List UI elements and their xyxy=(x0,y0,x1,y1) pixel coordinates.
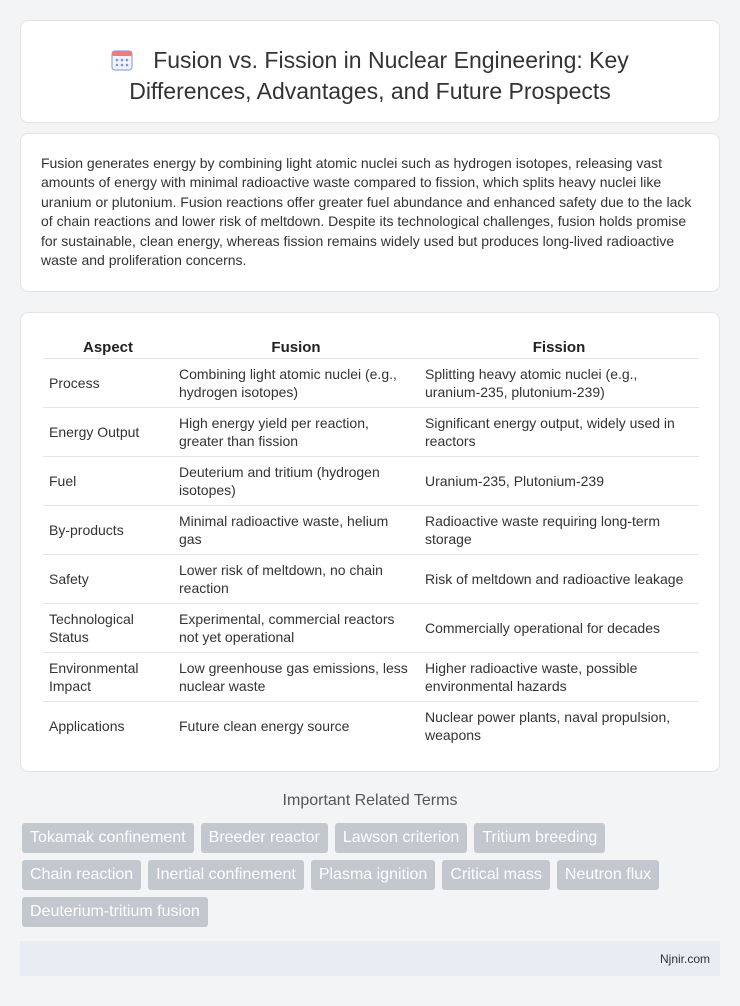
cell-aspect: Technological Status xyxy=(43,603,173,652)
cell-aspect: Applications xyxy=(43,701,173,750)
cell-fission: Commercially operational for decades xyxy=(419,603,699,652)
cell-aspect: Fuel xyxy=(43,456,173,505)
term-tag[interactable]: Neutron flux xyxy=(557,860,659,890)
cell-aspect: Energy Output xyxy=(43,407,173,456)
comparison-table-card xyxy=(20,312,720,772)
cell-fission: Significant energy output, widely used in reactors xyxy=(419,407,699,456)
title-card xyxy=(20,20,720,123)
cell-fission: Splitting heavy atomic nuclei (e.g., uranium-235, plutonium-239) xyxy=(419,358,699,407)
term-tag[interactable]: Plasma ignition xyxy=(311,860,436,890)
cell-fusion: Minimal radioactive waste, helium gas xyxy=(173,505,419,554)
header-aspect: Aspect xyxy=(82,338,134,356)
related-terms-heading: Important Related Terms xyxy=(282,792,458,809)
table-row xyxy=(43,554,699,603)
cell-aspect: Safety xyxy=(43,554,173,603)
footer-site-link[interactable]: Njnir.com xyxy=(659,952,710,966)
summary-card xyxy=(20,133,720,292)
cell-fission: Nuclear power plants, naval propulsion, weapons xyxy=(419,701,699,750)
summary-text: Fusion generates energy by combining light atomic nuclei such as hydrogen isotopes, releasing vast amounts of energy with minimal radioactive waste compared to fission, which splits heavy nuclei like uranium or plutonium. Fusion reactions offer greater fuel abundance and enhanced safety due to the lack of chain reactions and lower risk of meltdown. Despite its technological challenges, fusion holds promise for sustainable, clean energy, whereas fission remains widely used but produces long-lived radioactive waste and proliferation concerns. xyxy=(41,155,692,269)
table-row xyxy=(43,505,699,554)
header-fusion: Fusion xyxy=(271,338,321,356)
table-row xyxy=(43,701,699,750)
cell-aspect: Process xyxy=(43,358,173,407)
cell-fission: Risk of meltdown and radioactive leakage xyxy=(419,554,699,603)
cell-fission: Radioactive waste requiring long-term storage xyxy=(419,505,699,554)
table-row xyxy=(43,456,699,505)
term-tag[interactable]: Breeder reactor xyxy=(201,823,328,853)
header-fission: Fission xyxy=(532,338,586,356)
comparison-table xyxy=(43,332,699,750)
cell-fission: Higher radioactive waste, possible environmental hazards xyxy=(419,652,699,701)
page-title xyxy=(21,21,719,107)
term-tag[interactable]: Tokamak confinement xyxy=(22,823,194,853)
related-terms-list xyxy=(22,823,712,927)
term-tag[interactable]: Lawson criterion xyxy=(335,823,468,853)
table-row xyxy=(43,407,699,456)
cell-aspect: By-products xyxy=(43,505,173,554)
term-tag[interactable]: Inertial confinement xyxy=(148,860,304,890)
page-title-text: Fusion vs. Fission in Nuclear Engineering: Key Differences, Advantages, and Future Prospects xyxy=(129,47,629,104)
cell-aspect: Environmental Impact xyxy=(43,652,173,701)
cell-fusion: Future clean energy source xyxy=(173,701,419,750)
cell-fusion: Experimental, commercial reactors not yet operational xyxy=(173,603,419,652)
cell-fission: Uranium-235, Plutonium-239 xyxy=(419,456,699,505)
cell-fusion: Combining light atomic nuclei (e.g., hydrogen isotopes) xyxy=(173,358,419,407)
table-row xyxy=(43,652,699,701)
footer xyxy=(20,941,720,976)
term-tag[interactable]: Chain reaction xyxy=(22,860,141,890)
term-tag[interactable]: Critical mass xyxy=(442,860,550,890)
table-row xyxy=(43,358,699,407)
cell-fusion: Low greenhouse gas emissions, less nuclear waste xyxy=(173,652,419,701)
table-header-row xyxy=(43,332,699,358)
cell-fusion: Lower risk of meltdown, no chain reaction xyxy=(173,554,419,603)
term-tag[interactable]: Tritium breeding xyxy=(474,823,605,853)
cell-fusion: High energy yield per reaction, greater than fission xyxy=(173,407,419,456)
calendar-icon xyxy=(111,49,133,71)
table-row xyxy=(43,603,699,652)
cell-fusion: Deuterium and tritium (hydrogen isotopes) xyxy=(173,456,419,505)
term-tag[interactable]: Deuterium-tritium fusion xyxy=(22,897,208,927)
